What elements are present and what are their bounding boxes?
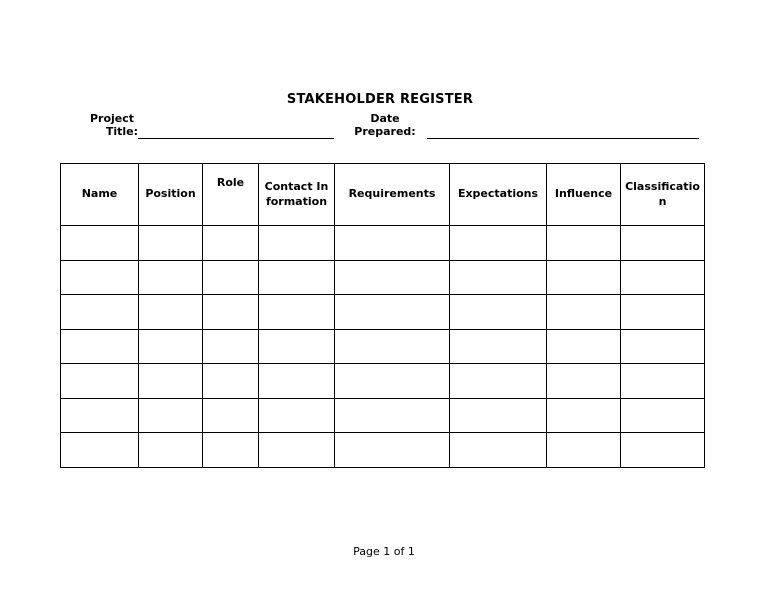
table-cell[interactable] [61, 398, 139, 433]
table-cell[interactable] [203, 329, 259, 364]
table-cell[interactable] [450, 295, 547, 330]
table-row [61, 329, 705, 364]
table-cell[interactable] [547, 295, 621, 330]
table-cell[interactable] [139, 295, 203, 330]
header-requirements: Requirements [335, 164, 450, 226]
table-cell[interactable] [139, 433, 203, 468]
table-cell[interactable] [203, 260, 259, 295]
table-body [61, 226, 705, 468]
table-cell[interactable] [335, 295, 450, 330]
table-cell[interactable] [259, 329, 335, 364]
table-cell[interactable] [621, 433, 705, 468]
table-cell[interactable] [450, 433, 547, 468]
header-influence: Influence [547, 164, 621, 226]
table-cell[interactable] [450, 398, 547, 433]
table-cell[interactable] [621, 260, 705, 295]
table-cell[interactable] [450, 226, 547, 261]
table-cell[interactable] [61, 364, 139, 399]
table-cell[interactable] [203, 295, 259, 330]
header-position: Position [139, 164, 203, 226]
header-contact-information: Contact Information [259, 164, 335, 226]
date-prepared-label-line1: Date [370, 112, 400, 125]
table-cell[interactable] [61, 295, 139, 330]
table-row [61, 226, 705, 261]
table-cell[interactable] [203, 226, 259, 261]
table-cell[interactable] [139, 260, 203, 295]
table-cell[interactable] [61, 226, 139, 261]
table-cell[interactable] [203, 433, 259, 468]
table-cell[interactable] [547, 226, 621, 261]
table-cell[interactable] [335, 364, 450, 399]
table-row [61, 364, 705, 399]
table-cell[interactable] [139, 226, 203, 261]
table-cell[interactable] [335, 260, 450, 295]
project-title-field[interactable] [138, 138, 334, 139]
table-cell[interactable] [259, 364, 335, 399]
table-cell[interactable] [259, 226, 335, 261]
table-header-row [61, 164, 705, 226]
table-cell[interactable] [139, 398, 203, 433]
table-cell[interactable] [621, 364, 705, 399]
table-cell[interactable] [547, 260, 621, 295]
table-cell[interactable] [450, 260, 547, 295]
table-cell[interactable] [259, 433, 335, 468]
table-cell[interactable] [621, 226, 705, 261]
table-cell[interactable] [139, 329, 203, 364]
table-cell[interactable] [621, 295, 705, 330]
date-prepared-label-line2: Prepared: [354, 125, 416, 138]
project-title-label-line1: Project [89, 112, 135, 125]
table-cell[interactable] [259, 295, 335, 330]
project-title-label [86, 112, 138, 138]
table-cell[interactable] [335, 329, 450, 364]
table-cell[interactable] [203, 364, 259, 399]
table-cell[interactable] [335, 398, 450, 433]
table-cell[interactable] [621, 398, 705, 433]
table-cell[interactable] [139, 364, 203, 399]
header-role: Role [203, 164, 259, 226]
table-row [61, 295, 705, 330]
table-cell[interactable] [335, 226, 450, 261]
table-cell[interactable] [259, 260, 335, 295]
date-prepared-field[interactable] [427, 138, 699, 139]
table-cell[interactable] [547, 398, 621, 433]
table-cell[interactable] [61, 433, 139, 468]
table-cell[interactable] [335, 433, 450, 468]
table-row [61, 260, 705, 295]
table-cell[interactable] [621, 329, 705, 364]
table-cell[interactable] [203, 398, 259, 433]
table-cell[interactable] [61, 329, 139, 364]
header-expectations: Expectations [450, 164, 547, 226]
date-prepared-label [352, 112, 418, 138]
table-cell[interactable] [259, 398, 335, 433]
header-name: Name [61, 164, 139, 226]
table-cell[interactable] [61, 260, 139, 295]
stakeholder-table [60, 163, 705, 468]
table-cell[interactable] [547, 364, 621, 399]
header-classification: Classification [621, 164, 705, 226]
table-cell[interactable] [450, 329, 547, 364]
table-cell[interactable] [450, 364, 547, 399]
project-title-label-line2: Title: [105, 125, 138, 138]
document-title: STAKEHOLDER REGISTER [286, 92, 474, 107]
table-cell[interactable] [547, 433, 621, 468]
page-number: Page 1 of 1 [353, 545, 415, 558]
table-row [61, 433, 705, 468]
table-cell[interactable] [547, 329, 621, 364]
table-row [61, 398, 705, 433]
